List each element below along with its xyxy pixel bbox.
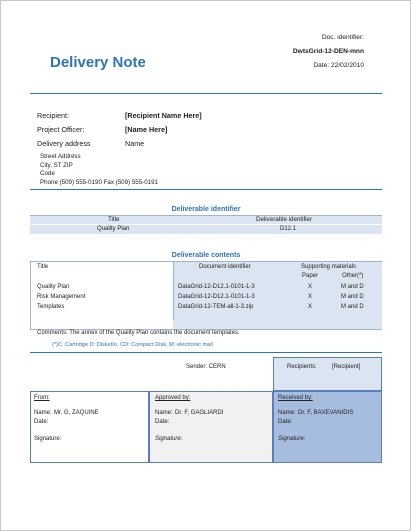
from-name: Mr. G, ZAQUINE [54,410,99,416]
identifier-header-band [30,216,382,224]
recipient-label: Recipient: [37,111,69,120]
identifier-row [30,225,382,234]
contents-col-supporting: Supporting materials [301,264,357,270]
from-name-label: Name: [34,410,52,416]
recipients-box [273,357,382,391]
recipient-value: [Recipient Name Here] [125,111,202,120]
contents-row-paper: X [308,284,313,290]
address-block [40,153,158,187]
contents-row-other: M and D [341,304,364,310]
identifier-col-title: Title [108,216,120,223]
contents-end-rule [30,352,382,353]
contents-col-document: Document identifier [199,264,251,270]
contents-row-paper: X [308,294,313,300]
received-heading: Received by: [278,395,313,401]
delivery-address-value: Name [125,139,145,148]
date-value: 22/02/2010 [330,62,364,69]
received-name-label: Name: [278,410,296,416]
contents-row-doc: DataGrid-12-D12.1-0101-1-3 [178,294,255,300]
doc-identifier-label: Doc. identifier: [321,34,364,41]
contents-row-doc: DataGrid-12-D12.1-0101-1-3 [178,284,255,290]
deliverable-identifier-title: Deliverable identifier [171,206,241,213]
recipients-label: Recipients: [287,364,317,370]
doc-identifier: DwtsGrid-12-DEN-mnn [292,48,364,55]
contents-col-divider [173,262,174,320]
project-officer-value: [Name Here] [125,125,168,134]
identifier-col-identifier: Deliverable identifier [256,216,313,223]
deliverable-contents-title: Deliverable contents [171,252,241,259]
delivery-address-label: Delivery address [37,139,91,148]
contents-col-other: Other(*) [342,273,364,279]
approved-name-label: Name: [155,410,173,416]
address-rule [30,189,382,190]
approved-signature: Signature: [155,436,183,442]
contents-row-title: Quality Plan [37,284,70,290]
contents-row-title: Templates [37,304,65,310]
approved-box [149,391,273,463]
sender-value: CERN [208,364,226,370]
contents-left-border [30,262,31,329]
contents-row-title: Risk Management [37,294,86,300]
identifier-row-value: D12.1 [280,226,297,232]
received-signature: Signature: [278,436,306,442]
approved-name: Dr. F, GAGLIARDI [175,410,224,416]
document-title: Delivery Note [50,54,146,71]
sender-label: Sender: [186,364,208,370]
contents-col-paper: Paper [302,273,319,279]
address-line: Phone (509) 555-0190 Fax (509) 555-0191 [40,178,158,186]
contents-col-title: Title [37,264,49,270]
identifier-row-title: Quality Plan [97,226,130,232]
project-officer-label: Project Officer: [37,125,85,134]
sender [186,364,226,370]
approved-heading: Approved by: [155,395,191,401]
received-name: Dr. F, BAXEVANIDIS [298,410,354,416]
address-line: Code [40,170,55,178]
comments: Comments: The annex of the Quality Plan contains the document templates. [37,330,240,336]
date-label: Date: [313,62,330,69]
from-heading: From: [34,395,50,401]
approved-date-label: Date: [155,419,170,425]
contents-row-other: M and D [341,294,364,300]
address-line: City, ST ZIP [40,161,73,169]
doc-date [313,62,364,69]
received-date-label: Date: [278,419,293,425]
from-date-label: Date: [34,419,49,425]
from-signature: Signature: [34,436,62,442]
contents-row-doc: DataGrid-12-TEM-all-1-3.zip [178,304,254,310]
header-rule [30,93,382,94]
contents-row-paper: X [308,304,313,310]
recipients-value: [Recipient] [332,364,361,370]
received-box [273,391,382,463]
address-line: Street Address [40,153,81,160]
from-box [30,391,149,463]
media-legend: (*)C: Cartridge D: DisketIo, CD: Compact Disk, M: electronic mail [52,342,213,348]
contents-row-other: M and D [341,284,364,290]
